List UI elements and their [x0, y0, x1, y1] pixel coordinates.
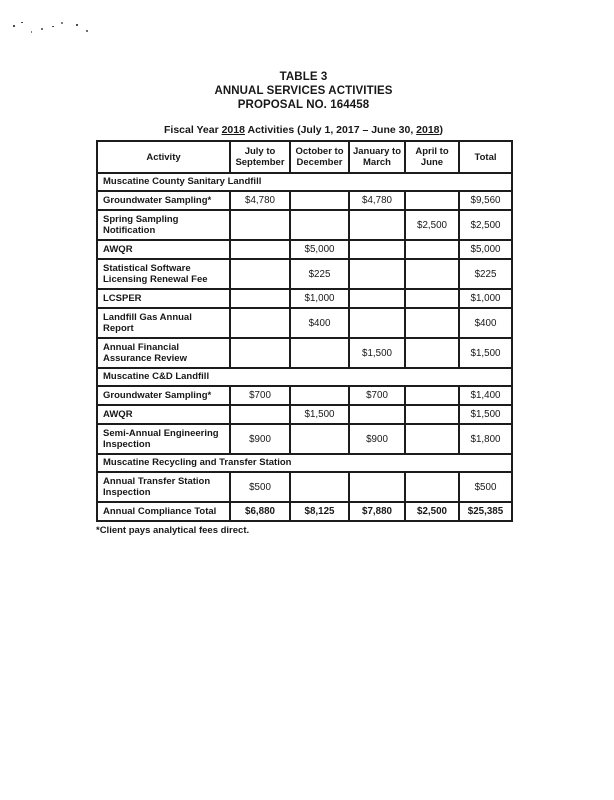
table-row	[97, 191, 512, 210]
amount-cell	[290, 424, 349, 454]
amount-cell: $400	[290, 308, 349, 338]
amount-cell	[349, 289, 405, 308]
amount-cell	[290, 338, 349, 368]
amount-cell	[349, 405, 405, 424]
caption-text: )	[439, 124, 444, 136]
caption-text: Activities (July 1, 2017 – June 30,	[244, 124, 417, 136]
amount-cell: $700	[349, 386, 405, 405]
amount-cell	[349, 259, 405, 289]
activity-cell: Statistical Software Licensing Renewal Fee	[97, 259, 230, 289]
amount-cell: $4,780	[349, 191, 405, 210]
amount-cell	[230, 405, 290, 424]
amount-cell	[349, 472, 405, 502]
amount-cell	[405, 338, 459, 368]
caption-year-underlined: 2018	[221, 124, 245, 136]
document-content	[96, 0, 511, 536]
activity-cell: Spring Sampling Notification	[97, 210, 230, 240]
column-header: Total	[459, 141, 512, 173]
table-row	[97, 472, 512, 502]
table-row	[97, 259, 512, 289]
amount-cell	[230, 240, 290, 259]
table-header-row	[97, 141, 512, 173]
activity-cell: Groundwater Sampling*	[97, 386, 230, 405]
caption-text: Fiscal Year	[163, 124, 222, 136]
amount-cell: $5,000	[290, 240, 349, 259]
title-line-2: ANNUAL SERVICES ACTIVITIES	[214, 85, 393, 97]
table-caption	[96, 124, 511, 136]
table-row	[97, 424, 512, 454]
scan-artifact	[31, 31, 32, 33]
amount-cell	[405, 191, 459, 210]
activity-cell: Landfill Gas Annual Report	[97, 308, 230, 338]
scan-artifact	[61, 22, 63, 24]
activities-table	[96, 140, 513, 522]
amount-cell	[405, 259, 459, 289]
amount-cell: $1,000	[290, 289, 349, 308]
amount-cell: $700	[230, 386, 290, 405]
amount-cell	[405, 472, 459, 502]
table-row	[97, 240, 512, 259]
amount-cell	[230, 210, 290, 240]
amount-cell	[290, 472, 349, 502]
amount-cell	[290, 191, 349, 210]
activity-cell: LCSPER	[97, 289, 230, 308]
amount-cell: $1,500	[290, 405, 349, 424]
amount-cell: $9,560	[459, 191, 512, 210]
table-row	[97, 308, 512, 338]
scan-artifact	[52, 26, 54, 27]
amount-cell: $900	[230, 424, 290, 454]
amount-cell: $1,000	[459, 289, 512, 308]
column-header: Activity	[97, 141, 230, 173]
amount-cell	[349, 240, 405, 259]
total-row	[97, 502, 512, 521]
caption-year-underlined: 2018	[416, 124, 440, 136]
amount-cell: $2,500	[405, 502, 459, 521]
amount-cell	[405, 289, 459, 308]
title-line-1: TABLE 3	[279, 71, 328, 83]
amount-cell	[230, 308, 290, 338]
amount-cell: $225	[290, 259, 349, 289]
amount-cell: $1,800	[459, 424, 512, 454]
activity-cell: Annual Financial Assurance Review	[97, 338, 230, 368]
amount-cell: $900	[349, 424, 405, 454]
amount-cell	[405, 386, 459, 405]
section-row	[97, 173, 512, 191]
activity-cell: AWQR	[97, 240, 230, 259]
amount-cell: $1,500	[459, 338, 512, 368]
amount-cell: $225	[459, 259, 512, 289]
amount-cell: $8,125	[290, 502, 349, 521]
table-row	[97, 405, 512, 424]
scan-artifact	[41, 28, 43, 30]
table-row	[97, 338, 512, 368]
activity-cell: Annual Compliance Total	[97, 502, 230, 521]
activity-cell: Semi-Annual Engineering Inspection	[97, 424, 230, 454]
amount-cell	[405, 308, 459, 338]
section-row	[97, 454, 512, 472]
amount-cell: $1,500	[349, 338, 405, 368]
amount-cell	[405, 424, 459, 454]
activity-cell: Groundwater Sampling*	[97, 191, 230, 210]
column-header: October to December	[290, 141, 349, 173]
section-label: Muscatine Recycling and Transfer Station	[97, 454, 512, 472]
document-title	[96, 70, 511, 112]
title-line-3: PROPOSAL NO. 164458	[237, 99, 370, 111]
scan-artifact	[21, 22, 23, 23]
amount-cell: $400	[459, 308, 512, 338]
activity-cell: Annual Transfer Station Inspection	[97, 472, 230, 502]
amount-cell: $500	[459, 472, 512, 502]
amount-cell	[349, 308, 405, 338]
column-header: July to September	[230, 141, 290, 173]
section-row	[97, 368, 512, 386]
section-label: Muscatine County Sanitary Landfill	[97, 173, 512, 191]
amount-cell	[290, 386, 349, 405]
amount-cell: $1,500	[459, 405, 512, 424]
amount-cell	[405, 405, 459, 424]
section-label: Muscatine C&D Landfill	[97, 368, 512, 386]
table-row	[97, 386, 512, 405]
amount-cell: $4,780	[230, 191, 290, 210]
activity-cell: AWQR	[97, 405, 230, 424]
amount-cell: $7,880	[349, 502, 405, 521]
amount-cell	[290, 210, 349, 240]
column-header: April to June	[405, 141, 459, 173]
amount-cell	[349, 210, 405, 240]
amount-cell: $25,385	[459, 502, 512, 521]
amount-cell	[405, 240, 459, 259]
amount-cell: $2,500	[459, 210, 512, 240]
scan-artifact	[86, 30, 88, 32]
amount-cell: $2,500	[405, 210, 459, 240]
amount-cell	[230, 289, 290, 308]
table-footnote: *Client pays analytical fees direct.	[96, 525, 250, 536]
table-row	[97, 289, 512, 308]
table-row	[97, 210, 512, 240]
column-header: January to March	[349, 141, 405, 173]
amount-cell: $5,000	[459, 240, 512, 259]
amount-cell	[230, 338, 290, 368]
amount-cell: $1,400	[459, 386, 512, 405]
amount-cell	[230, 259, 290, 289]
amount-cell: $6,880	[230, 502, 290, 521]
scan-artifact	[13, 25, 15, 27]
scan-artifact	[76, 24, 78, 26]
amount-cell: $500	[230, 472, 290, 502]
